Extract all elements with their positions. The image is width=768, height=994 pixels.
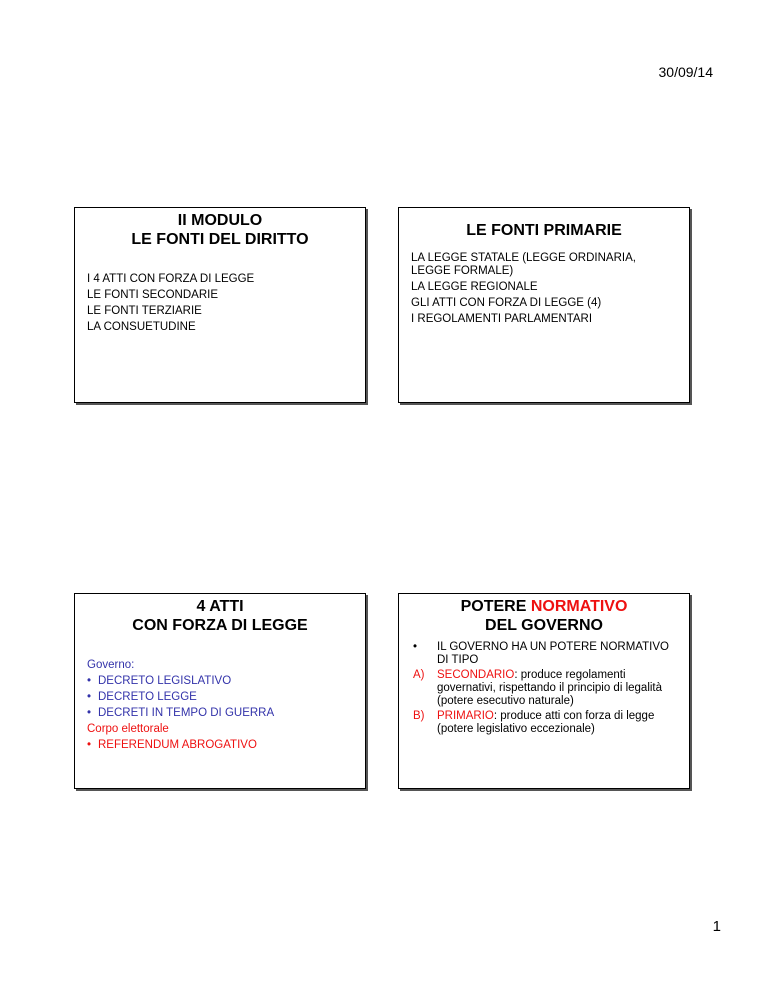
slide-title xyxy=(75,208,365,249)
list-item xyxy=(87,673,353,689)
slide-title-line1: 4 ATTI xyxy=(196,598,244,615)
list-item-body: IL GOVERNO HA UN POTERE NORMATIVO DI TIPO xyxy=(437,641,669,666)
bullet-icon: • xyxy=(413,641,418,653)
list-item-text: DECRETO LEGISLATIVO xyxy=(98,675,232,687)
list-item-body: : produce atti con forza di legge (potere legislativo eccezionale) xyxy=(437,710,655,735)
list-item: LE FONTI SECONDARIE xyxy=(87,289,218,301)
slide-title-line2: DEL GOVERNO xyxy=(485,617,603,634)
list-item: LA LEGGE STATALE (LEGGE ORDINARIA, LEGGE FORMALE) xyxy=(411,252,636,277)
list-item-text: REFERENDUM ABROGATIVO xyxy=(98,739,257,751)
list-item-text: DECRETO LEGGE xyxy=(98,691,197,703)
bullet-icon: • xyxy=(87,691,92,703)
list-marker: B) xyxy=(413,710,425,722)
slide-title-line2: LE FONTI DEL DIRITTO xyxy=(131,231,309,248)
list-item xyxy=(413,710,675,736)
slide-list xyxy=(399,250,689,327)
slide-title xyxy=(75,594,365,635)
slide-title xyxy=(399,594,689,635)
list-item xyxy=(87,737,353,753)
slide-title-part1: POTERE xyxy=(460,598,531,615)
list-item-text: DECRETI IN TEMPO DI GUERRA xyxy=(98,707,275,719)
list-item-text xyxy=(437,641,675,667)
list-item-highlight: PRIMARIO xyxy=(437,710,494,722)
group-label-governo: Governo: xyxy=(87,659,135,671)
slide-title-line1: II MODULO xyxy=(177,212,263,229)
group-label-corpo-elettorale: Corpo elettorale xyxy=(87,723,169,735)
slide-fonti-primarie xyxy=(398,207,690,403)
slide-list xyxy=(75,657,365,753)
slide-list xyxy=(75,271,365,335)
list-item-body: : produce regolamenti governativi, rispettando il principio di legalità (potere esecutivo naturale) xyxy=(437,669,663,707)
list-item: LE FONTI TERZIARIE xyxy=(87,305,202,317)
slide-title-line2: CON FORZA DI LEGGE xyxy=(132,617,308,634)
bullet-icon: • xyxy=(87,739,92,751)
list-item-text xyxy=(437,669,675,708)
list-item xyxy=(87,705,353,721)
bullet-icon: • xyxy=(87,707,92,719)
list-item xyxy=(413,641,675,667)
slide-potere-normativo xyxy=(398,593,690,789)
page-number: 1 xyxy=(712,918,721,935)
list-marker: A) xyxy=(413,669,425,681)
slide-list xyxy=(399,641,689,736)
list-item-highlight: SECONDARIO xyxy=(437,669,515,681)
slide-modulo xyxy=(74,207,366,403)
page-date: 30/09/14 xyxy=(658,64,713,80)
list-item: I REGOLAMENTI PARLAMENTARI xyxy=(411,313,593,325)
slide-title-highlight: NORMATIVO xyxy=(530,598,628,615)
list-item: LA CONSUETUDINE xyxy=(87,321,196,333)
list-item: GLI ATTI CON FORZA DI LEGGE (4) xyxy=(411,297,602,309)
list-item-text xyxy=(437,710,675,736)
list-item xyxy=(87,689,353,705)
slide-atti-forza-legge xyxy=(74,593,366,789)
slide-title: LE FONTI PRIMARIE xyxy=(466,222,622,239)
list-item: LA LEGGE REGIONALE xyxy=(411,281,538,293)
bullet-icon: • xyxy=(87,675,92,687)
list-item: I 4 ATTI CON FORZA DI LEGGE xyxy=(87,273,255,285)
list-item xyxy=(413,669,675,708)
